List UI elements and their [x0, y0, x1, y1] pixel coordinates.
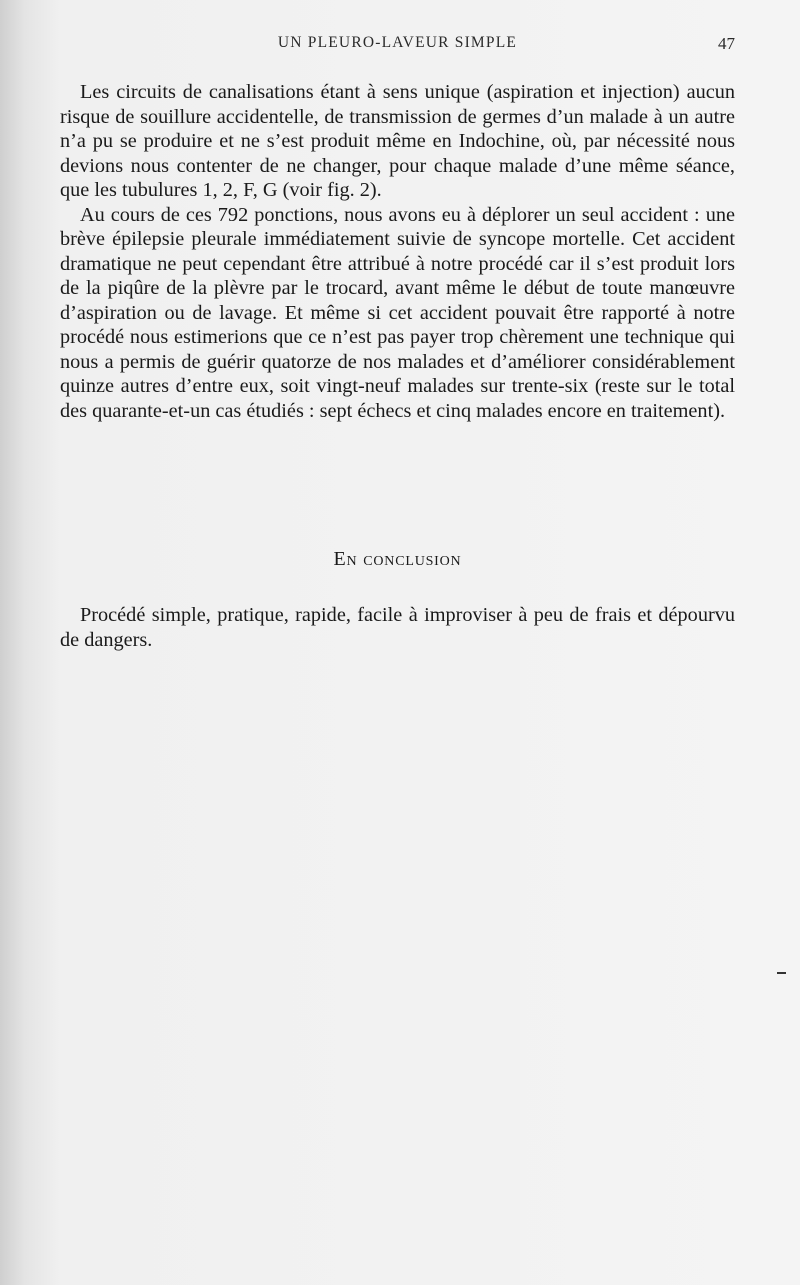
running-title: UN PLEURO-LAVEUR SIMPLE — [277, 34, 518, 51]
paragraph: Au cours de ces 792 ponctions, nous avons eu à déplorer un seul accident : une brève épilepsie pleurale immédiatement suivie de syncope mortelle. Cet accident dramatique ne peut cependant être attribué à notre procédé car il s’est produit lors de la piqûre de la plèvre par le trocard, avant même le début de toute manœuvre d’aspiration ou de lavage. Et même si cet accident pouvait être rapporté à notre procédé nous estimerions que ce n’est pas payer trop chèrement une technique qui nous a permis de guérir quatorze de nos malades et d’améliorer considérablement quinze autres d’entre eux, soit vingt-neuf malades sur trente-six (reste sur le total des quarante-et-un cas étudiés : sept échecs et cinq malades encore en traitement). — [60, 203, 735, 422]
conclusion-text — [60, 603, 735, 653]
page-number: 47 — [718, 34, 735, 53]
margin-mark — [777, 972, 786, 974]
paragraph: Les circuits de canalisations étant à sens unique (aspiration et injection) aucun risque de souillure accidentelle, de transmission de germes d’un malade à un autre n’a pu se produire et ne s’est produit même en Indochine, où, par nécessité nous devions nous contenter de ne changer, pour chaque malade d’une même séance, que les tubulures 1, 2, F, G (voir fig. 2). — [60, 81, 735, 201]
section-heading: En conclusion — [333, 548, 462, 570]
body-text — [60, 80, 735, 423]
running-head — [60, 34, 735, 58]
conclusion-paragraph: Procédé simple, pratique, rapide, facile à improviser à peu de frais et dépourvu de dangers. — [60, 604, 735, 651]
